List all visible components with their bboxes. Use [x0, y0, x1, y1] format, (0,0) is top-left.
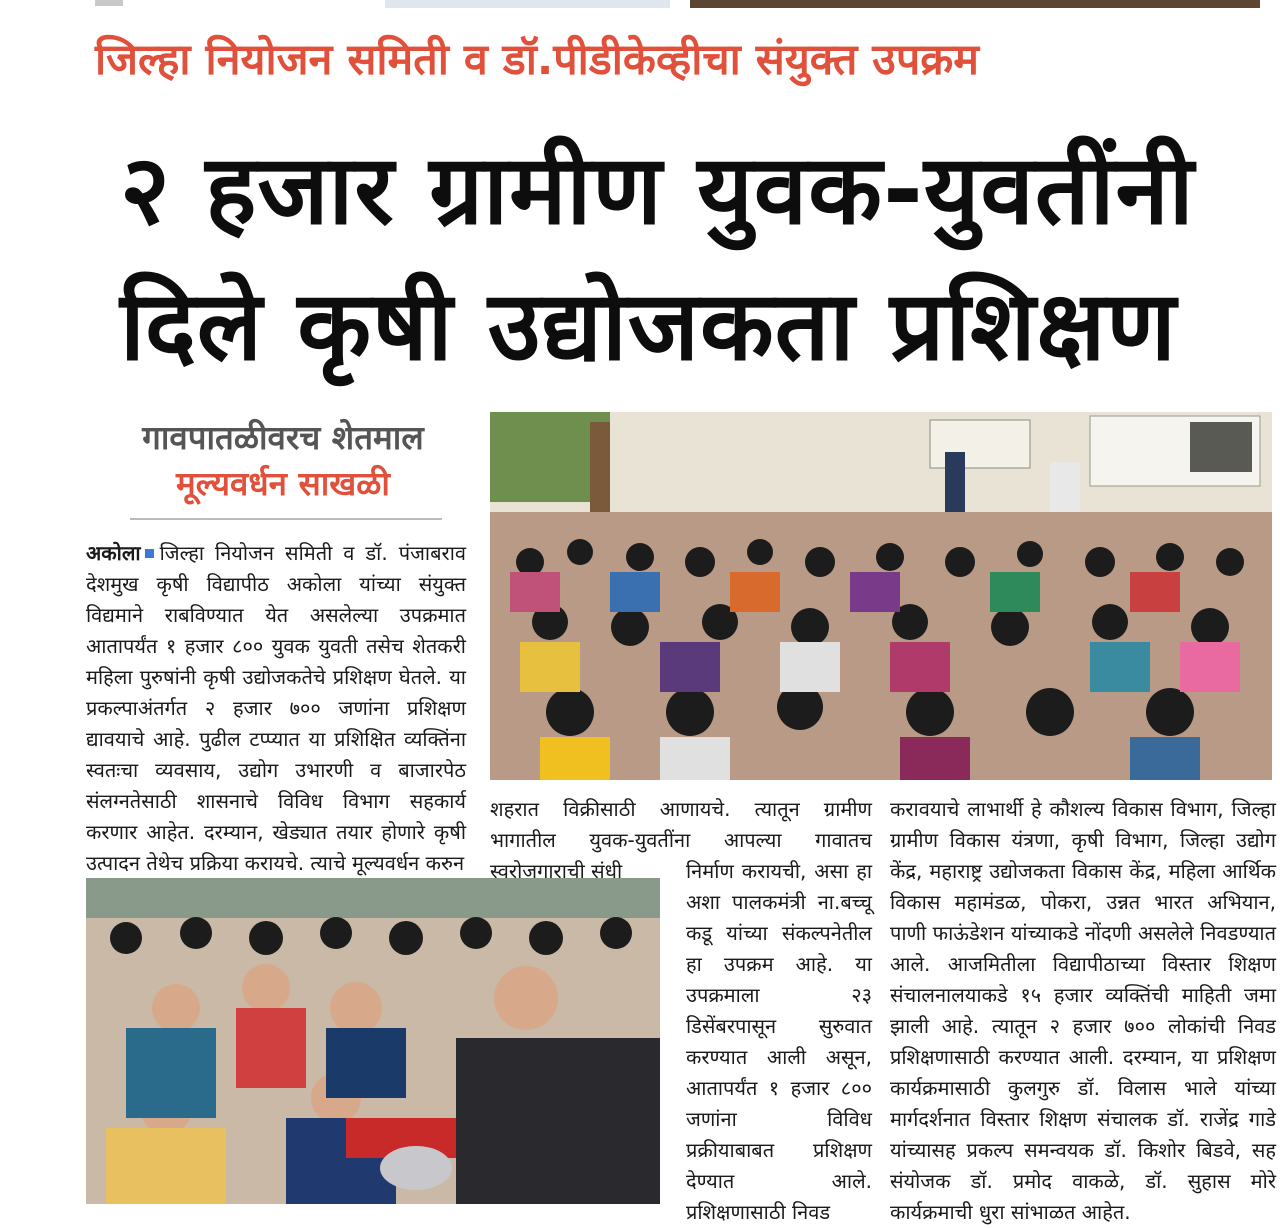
headline-line-1: २ हजार ग्रामीण युवक-युवतींनी — [120, 134, 1195, 246]
top-edge-fragment — [95, 0, 123, 6]
top-edge-fragment — [385, 0, 670, 8]
subhead-line-2: मूल्यवर्धन साखळी — [176, 464, 390, 503]
headline — [120, 122, 1260, 394]
top-edge-photo-fragment — [690, 0, 1260, 8]
dateline-marker-icon — [145, 549, 154, 558]
divider — [130, 518, 442, 520]
headline-line-2: दिले कृषी उद्योजकता प्रशिक्षण — [120, 270, 1177, 382]
kicker-line: जिल्हा नियोजन समिती व डॉ.पीडीकेव्हीचा संयुक्त उपक्रम — [95, 35, 980, 85]
article-column-2-bottom: निर्माण करायची, असा हा अशा पालकमंत्री ना.बच्चू कडू यांच्या संकल्पनेतील हा उपक्रम आहे. या उपक्रमाला २३ डिसेंबरपासून सुरुवात करण्यात आली असून, आतापर्यंत १ हजार ८०० जणांना विविध प्रक्रीयाबाबत प्रशिक्षण देण्यात आले. प्रशिक्षणासाठी निवड — [686, 859, 872, 1224]
article-column-1 — [86, 538, 466, 879]
training-audience-photo — [490, 412, 1272, 780]
dateline: अकोला — [86, 541, 141, 565]
article-column-2-top: शहरात विक्रीसाठी आणायचे. त्यातून ग्रामीण भागातील युवक-युवतींना आपल्या गावातच स्वरोजगाराची संधी — [490, 797, 872, 883]
article-column-1-text: जिल्हा नियोजन समिती व डॉ. पंजाबराव देशमुख कृषी विद्यापीठ अकोला यांच्या संयुक्त विद्यमाने राबविण्यात येत असलेल्या उपक्रमात आतापर्यंत १ हजार ८०० युवक युवती तसेच शेतकरी महिला पुरुषांनी कृषी उद्योजकतेचे प्रशिक्षण घेतले. या प्रकल्पाअंतर्गत २ हजार ७०० जणांना प्रशिक्षण द्यावयाचे आहे. पुढील टप्प्यात या प्रशिक्षित व्यक्तिंना स्वतःचा व्यवसाय, उद्योग उभारणी व बाजारपेठ संलग्नतेसाठी शासनाचे विविध विभाग सहकार्य करणार आहेत. दरम्यान, खेड्यात तयार होणारे कृषी उत्पादन तेथेच प्रक्रिया करायचे. त्याचे मूल्यवर्धन करुन — [86, 541, 466, 875]
subhead-line-1: गावपातळीवरच शेतमाल — [142, 418, 424, 457]
hands-on-training-photo — [86, 878, 660, 1204]
article-column-3: करावयाचे लाभार्थी हे कौशल्य विकास विभाग, जिल्हा ग्रामीण विकास यंत्रणा, कृषी विभाग, जिल्हा उद्योग केंद्र, महाराष्ट्र उद्योजकता विकास केंद्र, महिला आर्थिक विकास महामंडळ, पोकरा, उन्नत भारत अभियान, पाणी फाऊंडेशन यांच्याकडे नोंदणी असलेले निवडण्यात आले. आजमितीला विद्यापीठाच्या विस्तार शिक्षण संचालनालयाकडे १५ हजार व्यक्तिंची माहिती जमा झाली आहे. त्यातून २ हजार ७०० लोकांची निवड प्रशिक्षणासाठी करण्यात आली. दरम्यान, या प्रशिक्षण कार्यक्रमासाठी कुलगुरु डॉ. विलास भाले यांच्या मार्गदर्शनात विस्तार शिक्षण संचालक डॉ. राजेंद्र गाडे यांच्यासह प्रकल्प समन्वयक डॉ. किशोर बिडवे, सह संयोजक डॉ. प्रमोद वाकळे, डॉ. सुहास मोरे कार्यक्रमाची धुरा सांभाळत आहेत. — [890, 797, 1276, 1224]
